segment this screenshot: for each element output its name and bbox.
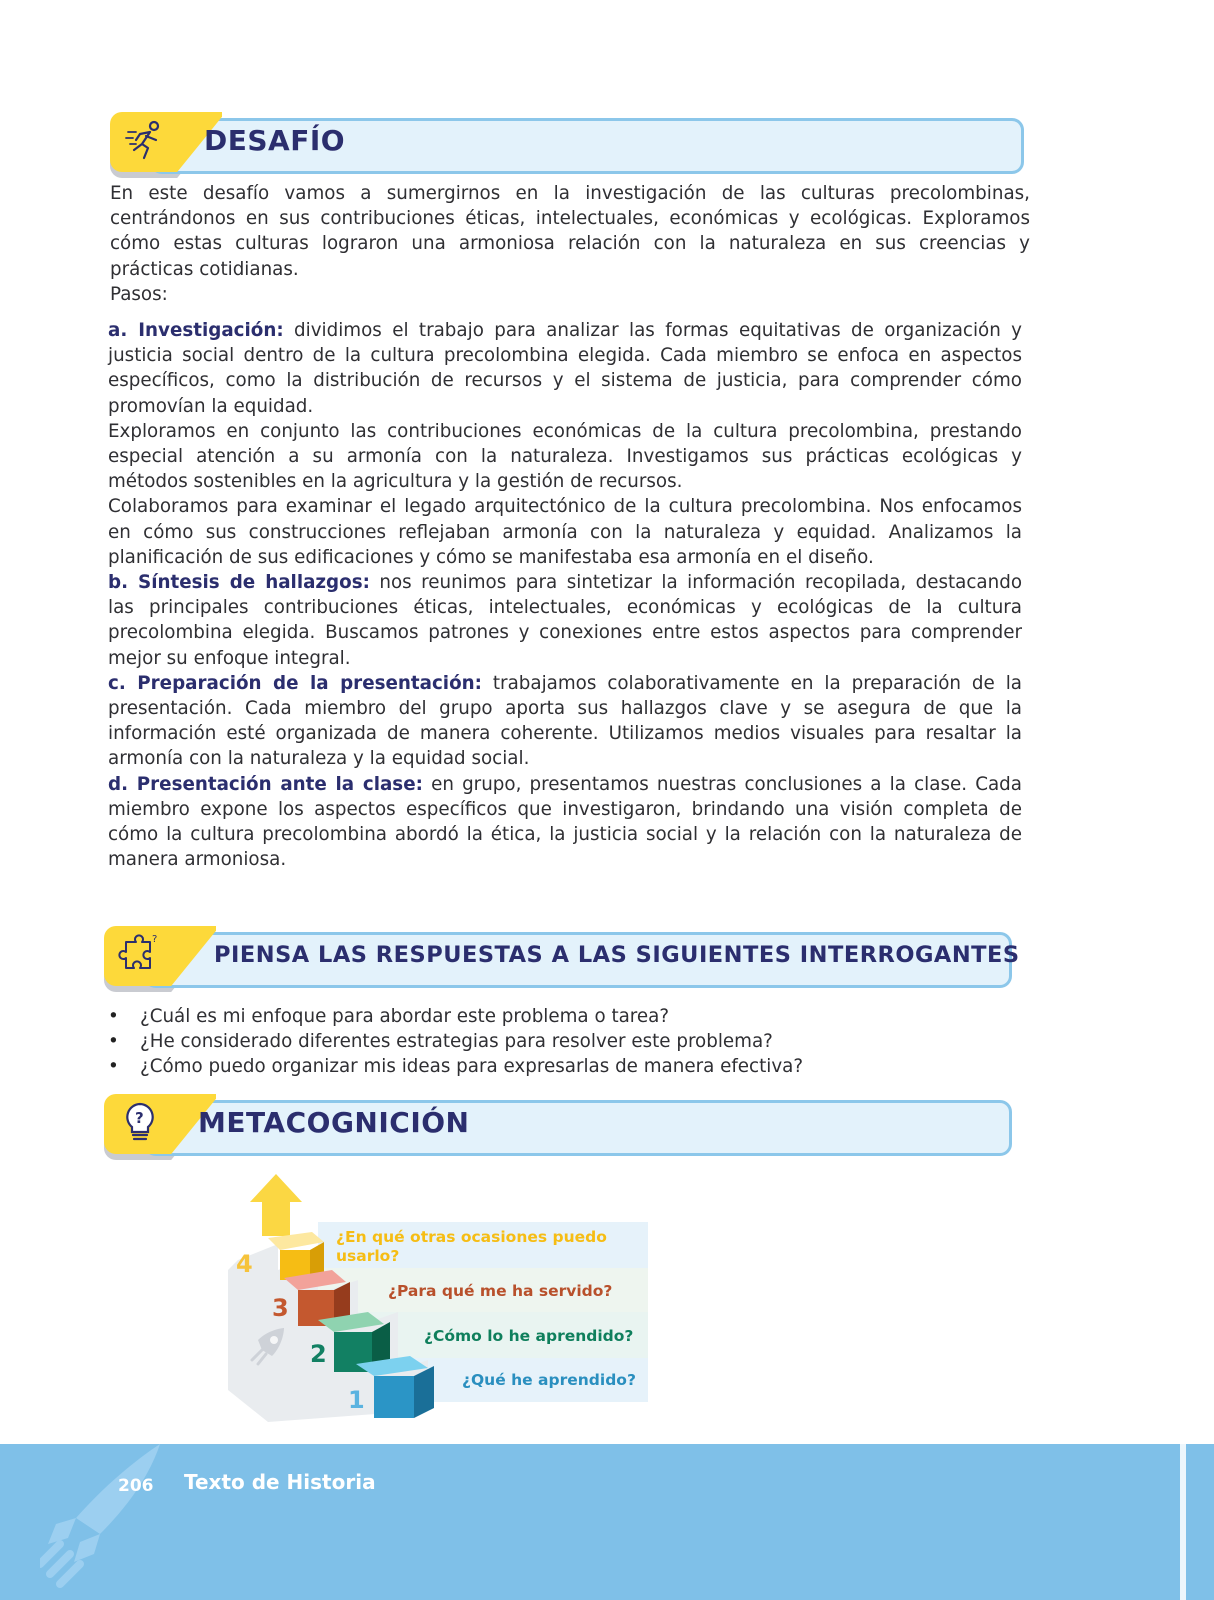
arrow-up-icon <box>250 1174 302 1236</box>
metacognicion-banner <box>104 1094 1012 1156</box>
step-b-text: nos reunimos para sintetizar la información recopilada, destacando <box>369 572 1023 594</box>
step-c-line: armonía con la naturaleza y la equidad social. <box>108 748 530 770</box>
step-a-line: especial atención a su armonía con la naturaleza. Investigamos sus prácticas ecológicas y <box>108 446 1022 468</box>
step-a-line: métodos sostenibles en la agricultura y la gestión de recursos. <box>108 471 683 493</box>
pasos-label: Pasos: <box>110 283 168 305</box>
step-c-label: c. Preparación de la presentación: <box>108 672 482 694</box>
step-b-line: las principales contribuciones éticas, intelectuales, económicas y ecológicas de la cultura <box>108 597 1022 619</box>
step-1-question-line: ¿Qué he aprendido? <box>462 1371 636 1389</box>
svg-text:?: ? <box>135 1109 144 1127</box>
step-a-line: Colaboramos para examinar el legado arquitectónico de la cultura precolombina. Nos enfocamos <box>108 496 1022 518</box>
page-footer <box>0 1444 1214 1600</box>
step-d-text: en grupo, presentamos nuestras conclusiones a la clase. Cada <box>422 773 1022 795</box>
desafio-title: DESAFÍO <box>204 124 346 157</box>
rocket-icon <box>40 1444 190 1600</box>
step-a-line: en cómo sus construcciones reflejaban armonía con la naturaleza y equidad. Analizamos la <box>108 521 1022 543</box>
piensa-banner <box>104 926 1020 988</box>
step-3-number: 3 <box>272 1294 289 1322</box>
desafio-banner <box>110 112 1024 174</box>
step-2-question <box>424 1327 633 1346</box>
step-a-label: a. Investigación: <box>108 320 284 341</box>
list-item: • ¿Cómo puedo organizar mis ideas para expresarlas de manera efectiva? <box>108 1054 803 1079</box>
page-number: 206 <box>118 1476 154 1496</box>
intro-line: En este desafío vamos a sumergirnos en la investigación de las culturas precolombinas, <box>110 183 1030 204</box>
step-4-question-line: usarlo? <box>336 1247 400 1265</box>
step-a-text: dividimos el trabajo para analizar las formas equitativas de organización y <box>283 320 1022 341</box>
step-1-number: 1 <box>348 1386 365 1414</box>
question-list <box>108 1004 803 1080</box>
desafio-steps <box>108 318 1022 872</box>
page-edge-stripe <box>1180 1444 1186 1600</box>
step-1-question <box>462 1371 636 1390</box>
lightbulb-question-icon <box>118 1100 162 1144</box>
intro-line: cómo estas culturas lograron una armoniosa relación con la naturaleza en sus creencias y <box>110 233 1030 255</box>
step-b-line: precolombina elegida. Buscamos patrones y conexiones entre estos aspectos para comprender <box>108 622 1022 644</box>
intro-line: prácticas cotidianas. <box>110 258 299 280</box>
step-4-question-line: ¿En qué otras ocasiones puedo <box>336 1228 607 1246</box>
step-a-line: promovían la equidad. <box>108 395 314 417</box>
running-person-icon <box>124 118 168 162</box>
book-title: Texto de Historia <box>184 1470 376 1494</box>
step-a-line: planificación de sus edificaciones y cómo se manifestaba esa armonía en el diseño. <box>108 546 874 568</box>
intro-line: centrándonos en sus contribuciones éticas, intelectuales, económicas y ecológicas. Exploramos <box>110 208 1030 230</box>
step-d-line: cómo la cultura precolombina abordó la ética, la justicia social y la relación con la naturaleza de <box>108 824 1022 846</box>
step-4-number: 4 <box>236 1250 253 1278</box>
step-4-question <box>336 1228 607 1266</box>
step-c-line: presentación. Cada miembro del grupo aporta sus hallazgos clave y se asegura de que la <box>108 698 1022 720</box>
svg-text:?: ? <box>152 934 158 945</box>
step-2-number: 2 <box>310 1340 327 1368</box>
puzzle-icon <box>118 932 162 976</box>
step-d-line: miembro expone los aspectos específicos que investigaron, brindando una visión completa de <box>108 798 1022 820</box>
list-item: • ¿He considerado diferentes estrategias para resolver este problema? <box>108 1029 803 1054</box>
step-3-question <box>388 1282 612 1301</box>
step-c-line: información esté organizada de manera coherente. Utilizamos medios visuales para resaltar la <box>108 723 1022 745</box>
step-3-question-line: ¿Para qué me ha servido? <box>388 1282 613 1300</box>
list-item: • ¿Cuál es mi enfoque para abordar este problema o tarea? <box>108 1004 803 1029</box>
metacognition-staircase <box>228 1170 658 1430</box>
metacognicion-title: METACOGNICIÓN <box>198 1106 470 1139</box>
step-2-question-line: ¿Cómo lo he aprendido? <box>424 1327 634 1345</box>
piensa-title: PIENSA LAS RESPUESTAS A LAS SIGUIENTES INTERROGANTES <box>214 942 1020 968</box>
desafio-intro <box>110 181 1030 307</box>
step-a-line: justicia social dentro de la cultura precolombina elegida. Cada miembro se enfoca en aspectos <box>108 345 1022 367</box>
step-b-line: mejor su enfoque integral. <box>108 647 351 669</box>
step-d-line: manera armoniosa. <box>108 849 287 871</box>
step-a-line: específicos, como la distribución de recursos y el sistema de justicia, para comprender cómo <box>108 370 1022 392</box>
step-c-text: trabajamos colaborativamente en la preparación de la <box>481 672 1022 694</box>
step-b-label: b. Síntesis de hallazgos: <box>108 572 370 594</box>
step-d-label: d. Presentación ante la clase: <box>108 773 423 795</box>
step-a-line: Exploramos en conjunto las contribuciones económicas de la cultura precolombina, prestando <box>108 420 1022 442</box>
